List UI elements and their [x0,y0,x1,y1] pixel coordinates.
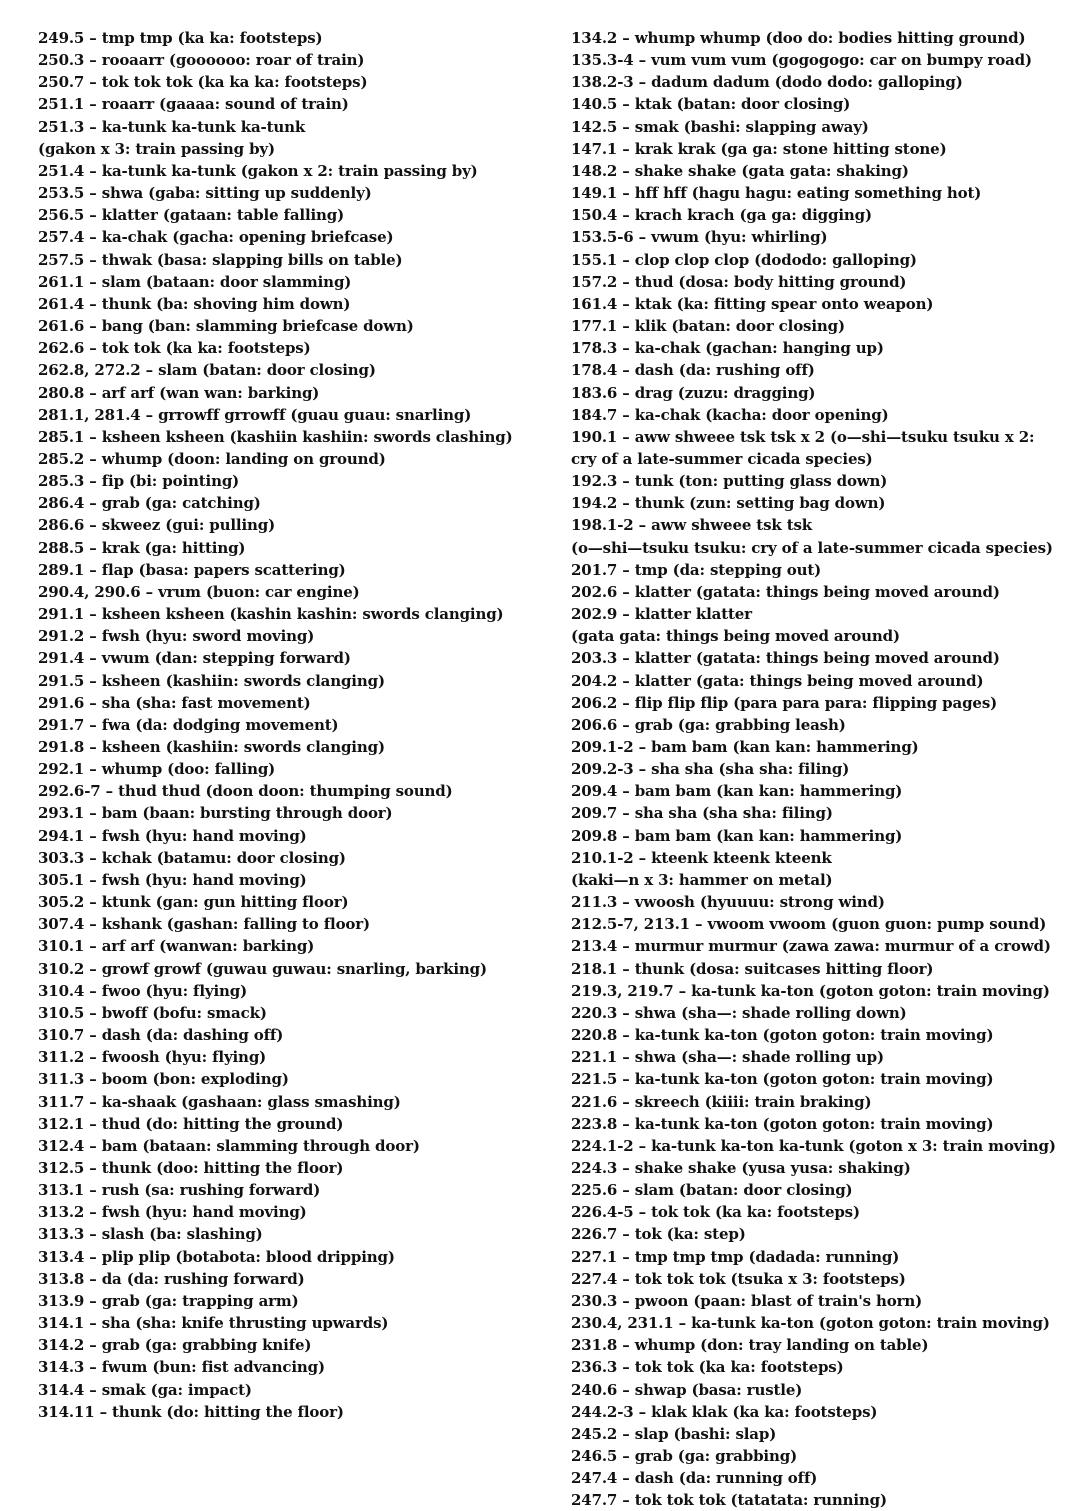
sfx-entry: 226.4-5 – tok tok (ka ka: footsteps) [571,1203,860,1222]
sfx-entry: 221.6 – skreech (kiiii: train braking) [571,1092,872,1111]
sfx-entry: 178.3 – ka-chak (gachan: hanging up) [571,339,884,358]
sfx-entry: 286.6 – skweez (gui: pulling) [38,516,276,535]
sfx-entry: 262.8, 272.2 – slam (batan: door closing) [38,361,376,380]
sfx-entry: 153.5-6 – vwum (hyu: whirling) [571,228,828,247]
sfx-entry: 221.1 – shwa (sha—: shade rolling up) [571,1048,884,1067]
sfx-entry: 227.1 – tmp tmp tmp (dadada: running) [571,1247,900,1266]
sfx-entry: 313.2 – fwsh (hyu: hand moving) [38,1203,307,1222]
sfx-entry: 184.7 – ka-chak (kacha: door opening) [571,405,889,424]
sfx-entry: 291.1 – ksheen ksheen (kashin kashin: swords clanging) [38,605,504,624]
sfx-entry: 292.6-7 – thud thud (doon doon: thumping sound) [38,782,453,801]
sfx-entry: 261.1 – slam (bataan: door slamming) [38,272,352,291]
sfx-entry: 251.1 – roaarr (gaaaa: sound of train) [38,95,349,114]
sfx-entry: 251.4 – ka-tunk ka-tunk (gakon x 2: train passing by) [38,161,478,180]
sfx-entry: 291.4 – vwum (dan: stepping forward) [38,649,351,668]
sfx-entry: 140.5 – ktak (batan: door closing) [571,95,851,114]
sfx-entry: 230.4, 231.1 – ka-tunk ka-ton (goton goton: train moving) [571,1314,1050,1333]
sfx-entry: 212.5-7, 213.1 – vwoom vwoom (guon guon: pump sound) [571,915,1047,934]
sfx-entry: 291.2 – fwsh (hyu: sword moving) [38,627,315,646]
sfx-entry: 192.3 – tunk (ton: putting glass down) [571,472,888,491]
sfx-entry: 201.7 – tmp (da: stepping out) [571,560,822,579]
sfx-entry: 291.6 – sha (sha: fast movement) [38,693,311,712]
sfx-entry: 310.2 – growf growf (guwau guwau: snarling, barking) [38,959,487,978]
sfx-entry: 155.1 – clop clop clop (dododo: galloping) [571,250,917,269]
sfx-entry: 261.4 – thunk (ba: shoving him down) [38,294,351,313]
sfx-entry: 311.7 – ka-shaak (gashaan: glass smashing) [38,1092,401,1111]
sfx-entry: 261.6 – bang (ban: slamming briefcase down) [38,317,414,336]
sfx-entry: 224.3 – shake shake (yusa yusa: shaking) [571,1158,911,1177]
sfx-entry: 313.9 – grab (ga: trapping arm) [38,1291,299,1310]
sfx-entry: 178.4 – dash (da: rushing off) [571,361,815,380]
sfx-entry: 209.1-2 – bam bam (kan kan: hammering) [571,738,919,756]
sfx-entry: 292.1 – whump (doo: falling) [38,760,276,779]
sfx-entry: 231.8 – whump (don: tray landing on table) [571,1336,929,1355]
sfx-entry: 310.5 – bwoff (bofu: smack) [38,1003,267,1022]
sfx-entry: 310.1 – arf arf (wanwan: barking) [38,937,315,956]
sfx-entry: 305.2 – ktunk (gan: gun hitting floor) [38,893,349,912]
sfx-entry: 202.9 – klatter klatter [571,605,752,624]
sfx-entry: 257.5 – thwak (basa: slapping bills on table) [38,250,403,269]
sfx-entry: 223.8 – ka-tunk ka-ton (goton goton: train moving) [571,1114,994,1133]
sfx-entry: 245.2 – slap (bashi: slap) [571,1424,777,1443]
sfx-entry: 203.3 – klatter (gatata: things being moved around) [571,649,1000,668]
sfx-entry: 209.8 – bam bam (kan kan: hammering) [571,826,903,845]
sfx-entry: 250.7 – tok tok tok (ka ka ka: footsteps) [38,73,368,92]
sfx-entry: 247.7 – tok tok tok (tatatata: running) [571,1491,887,1510]
sfx-entry: 256.5 – klatter (gataan: table falling) [38,206,345,225]
sfx-entry: 183.6 – drag (zuzu: dragging) [571,383,816,402]
sfx-entry: 209.4 – bam bam (kan kan: hammering) [571,782,903,801]
sfx-entry: 135.3-4 – vum vum vum (gogogogo: car on bumpy road) [571,51,1032,70]
sfx-entry: 230.3 – pwoon (paan: blast of train's horn) [571,1291,923,1310]
sfx-entry: 225.6 – slam (batan: door closing) [571,1181,853,1200]
sfx-entry: 288.5 – krak (ga: hitting) [38,538,246,557]
sfx-entry: (kaki—n x 3: hammer on metal) [571,870,833,889]
sfx-entry: 285.1 – ksheen ksheen (kashiin kashiin: swords clashing) [38,427,513,446]
sfx-entry: 134.2 – whump whump (doo do: bodies hitting ground) [571,29,1026,47]
sfx-entry: 250.3 – rooaarr (goooooo: roar of train) [38,51,365,70]
sfx-entry: 226.7 – tok (ka: step) [571,1225,746,1244]
sfx-entry: 312.4 – bam (bataan: slamming through door) [38,1136,420,1155]
sfx-entry: 314.2 – grab (ga: grabbing knife) [38,1336,312,1355]
sfx-entry: 244.2-3 – klak klak (ka ka: footsteps) [571,1402,878,1421]
sfx-entry: 253.5 – shwa (gaba: sitting up suddenly) [38,184,372,203]
sfx-entry: 210.1-2 – kteenk kteenk kteenk [571,848,832,867]
sfx-entry: 249.5 – tmp tmp (ka ka: footsteps) [38,29,323,47]
sfx-entry: 177.1 – klik (batan: door closing) [571,317,845,336]
sfx-entry: cry of a late-summer cicada species) [571,449,873,468]
sfx-entry: 142.5 – smak (bashi: slapping away) [571,117,869,136]
sfx-entry: 310.4 – fwoo (hyu: flying) [38,981,248,1000]
sfx-entry: 236.3 – tok tok (ka ka: footsteps) [571,1358,844,1377]
sfx-entry: 285.3 – fip (bi: pointing) [38,472,240,491]
right-column [571,27,1081,1511]
sfx-entry: 194.2 – thunk (zun: setting bag down) [571,494,886,513]
sfx-entry: 311.2 – fwoosh (hyu: flying) [38,1048,267,1067]
sfx-entry: 293.1 – bam (baan: bursting through door) [38,804,393,823]
sfx-entry: 190.1 – aww shweee tsk tsk x 2 (o—shi—tsuku tsuku x 2: [571,427,1035,446]
sfx-entry: 313.1 – rush (sa: rushing forward) [38,1181,321,1200]
sfx-entry: 313.8 – da (da: rushing forward) [38,1269,305,1288]
sfx-entry: 219.3, 219.7 – ka-tunk ka-ton (goton goton: train moving) [571,981,1050,1000]
sfx-entry: 149.1 – hff hff (hagu hagu: eating something hot) [571,184,982,203]
sfx-entry: 206.2 – flip flip flip (para para para: flipping pages) [571,693,998,712]
sfx-entry: 157.2 – thud (dosa: body hitting ground) [571,272,907,291]
sfx-entry: 289.1 – flap (basa: papers scattering) [38,560,346,579]
sfx-entry: 262.6 – tok tok (ka ka: footsteps) [38,339,311,358]
sfx-entry: 209.2-3 – sha sha (sha sha: filing) [571,760,850,779]
sfx-entry: 307.4 – kshank (gashan: falling to floor) [38,915,370,934]
sfx-entry: 257.4 – ka-chak (gacha: opening briefcase) [38,228,394,247]
sfx-entry: 202.6 – klatter (gatata: things being moved around) [571,582,1000,601]
sfx-entry: 314.4 – smak (ga: impact) [38,1380,252,1399]
sfx-entry: 251.3 – ka-tunk ka-tunk ka-tunk [38,117,306,136]
sfx-entry: 213.4 – murmur murmur (zawa zawa: murmur of a crowd) [571,937,1051,956]
sfx-entry: 211.3 – vwoosh (hyuuuu: strong wind) [571,893,885,912]
sfx-entry: (gata gata: things being moved around) [571,627,900,646]
sfx-entry: 218.1 – thunk (dosa: suitcases hitting floor) [571,959,934,978]
sfx-entry: 220.8 – ka-tunk ka-ton (goton goton: train moving) [571,1026,994,1045]
sfx-entry: 206.6 – grab (ga: grabbing leash) [571,715,846,734]
sfx-entry: 312.1 – thud (do: hitting the ground) [38,1114,344,1133]
sfx-entry: 247.4 – dash (da: running off) [571,1469,818,1488]
sfx-entry: 204.2 – klatter (gata: things being moved around) [571,671,984,690]
sfx-entry: 280.8 – arf arf (wan wan: barking) [38,383,320,402]
sfx-entry: 313.4 – plip plip (botabota: blood dripping) [38,1247,395,1266]
sfx-entry: 147.1 – krak krak (ga ga: stone hitting stone) [571,139,947,158]
sfx-entry: (gakon x 3: train passing by) [38,139,275,158]
sfx-entry: 291.8 – ksheen (kashiin: swords clanging) [38,738,385,756]
sfx-entry: 148.2 – shake shake (gata gata: shaking) [571,161,909,180]
sfx-entry: 313.3 – slash (ba: slashing) [38,1225,263,1244]
sfx-entry: 294.1 – fwsh (hyu: hand moving) [38,826,307,845]
sfx-entry: 286.4 – grab (ga: catching) [38,494,261,513]
sfx-entry: 305.1 – fwsh (hyu: hand moving) [38,870,307,889]
sfx-entry: 290.4, 290.6 – vrum (buon: car engine) [38,582,360,601]
sfx-entry: 224.1-2 – ka-tunk ka-ton ka-tunk (goton x 3: train moving) [571,1136,1056,1155]
sfx-entry: 314.1 – sha (sha: knife thrusting upwards) [38,1314,389,1333]
sfx-entry: 314.11 – thunk (do: hitting the floor) [38,1402,344,1421]
sfx-entry: 161.4 – ktak (ka: fitting spear onto weapon) [571,294,934,313]
sfx-entry: 227.4 – tok tok tok (tsuka x 3: footsteps) [571,1269,906,1288]
sfx-entry: (o—shi—tsuku tsuku: cry of a late-summer cicada species) [571,538,1053,557]
sfx-entry: 312.5 – thunk (doo: hitting the floor) [38,1158,344,1177]
sfx-entry: 311.3 – boom (bon: exploding) [38,1070,289,1089]
sfx-entry: 246.5 – grab (ga: grabbing) [571,1447,798,1465]
sfx-entry: 138.2-3 – dadum dadum (dodo dodo: galloping) [571,73,963,92]
sfx-entry: 310.7 – dash (da: dashing off) [38,1026,284,1045]
sfx-entry: 240.6 – shwap (basa: rustle) [571,1380,803,1399]
sfx-entry: 221.5 – ka-tunk ka-ton (goton goton: train moving) [571,1070,994,1089]
sfx-entry: 285.2 – whump (doon: landing on ground) [38,449,386,468]
sfx-entry: 150.4 – krach krach (ga ga: digging) [571,206,872,225]
sfx-entry: 303.3 – kchak (batamu: door closing) [38,848,346,867]
left-column [38,27,538,1423]
sfx-entry: 198.1-2 – aww shweee tsk tsk [571,516,813,535]
sfx-entry: 281.1, 281.4 – grrowff grrowff (guau guau: snarling) [38,405,472,424]
sfx-entry: 291.5 – ksheen (kashiin: swords clanging) [38,671,385,690]
sfx-entry: 291.7 – fwa (da: dodging movement) [38,715,339,734]
sfx-entry: 314.3 – fwum (bun: fist advancing) [38,1358,325,1377]
sfx-entry: 220.3 – shwa (sha—: shade rolling down) [571,1003,907,1022]
sfx-entry: 209.7 – sha sha (sha sha: filing) [571,804,833,823]
